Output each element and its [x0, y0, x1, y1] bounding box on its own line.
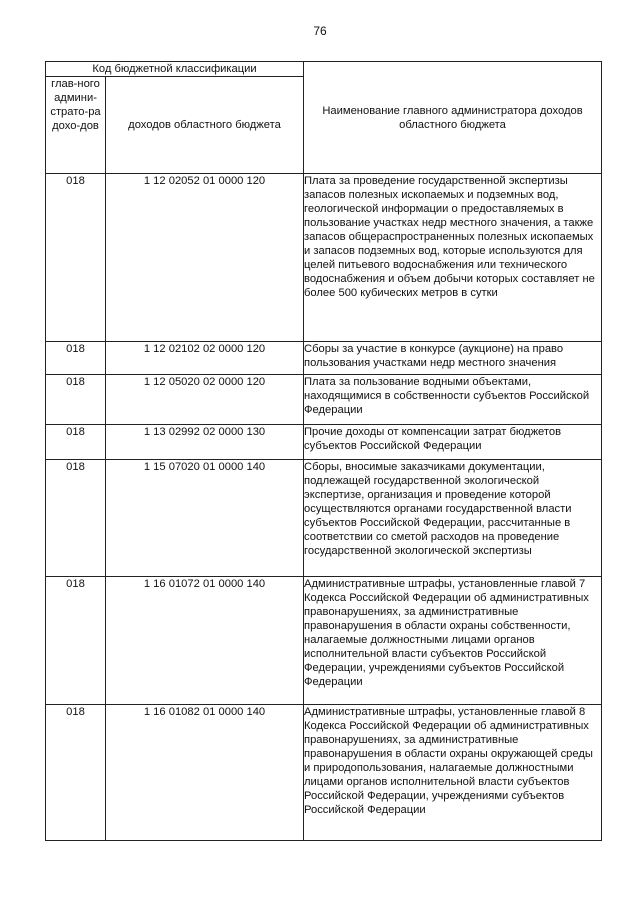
admin-code-cell: 018 [46, 460, 106, 577]
income-code-cell: 1 16 01072 01 0000 140 [106, 577, 304, 705]
income-code-cell: 1 12 02102 02 0000 120 [106, 342, 304, 375]
table-body [46, 174, 602, 841]
header-chief-administrator [46, 77, 106, 174]
budget-classification-table [45, 61, 602, 841]
admin-code-cell: 018 [46, 425, 106, 460]
table-row [46, 425, 602, 460]
table-row [46, 342, 602, 375]
income-code-cell: 1 12 05020 02 0000 120 [106, 375, 304, 425]
table-row [46, 705, 602, 841]
header-chief-administrator-label: глав-ного админи-страто-ра дохо-дов [50, 78, 101, 132]
income-code-cell: 1 13 02992 02 0000 130 [106, 425, 304, 460]
admin-code-cell: 018 [46, 174, 106, 342]
table-row [46, 375, 602, 425]
description-cell: Административные штрафы, установленные главой 7 Кодекса Российской Федерации об административных правонарушениях, за административные правонарушения в области охраны собственности, налагаемые должностными лицами органов исполнительной власти субъектов Российской Федерации, учреждениями субъектов Российской Федерации [304, 577, 602, 705]
description-cell: Административные штрафы, установленные главой 8 Кодекса Российской Федерации об административных правонарушениях, за административные правонарушения в области охраны окружающей среды и природопользования, налагаемые должностными лицами органов исполнительной власти субъектов Российской Федерации, учреждениями субъектов Российской Федерации [304, 705, 602, 841]
description-cell: Сборы за участие в конкурсе (аукционе) на право пользования участками недр местного значения [304, 342, 602, 375]
page-number: 76 [313, 24, 327, 38]
description-cell: Сборы, вносимые заказчиками документации, подлежащей государственной экологической экспертизе, организация и проведение которой осуществляются органами государственной власти субъектов Российской Федерации, рассчитанные в соответствии со сметой расходов на проведение государственной экологической экспертизы [304, 460, 602, 577]
table-row [46, 460, 602, 577]
description-cell: Прочие доходы от компенсации затрат бюджетов субъектов Российской Федерации [304, 425, 602, 460]
admin-code-cell: 018 [46, 375, 106, 425]
table-row [46, 174, 602, 342]
description-cell: Плата за проведение государственной экспертизы запасов полезных ископаемых и подземных вод, геологической информации о предоставляемых в пользование участках недр местного значения, а также запасов общераспространенных полезных ископаемых и запасов подземных вод, которые используются для целей питьевого водоснабжения или технического водоснабжения и объем добычи которых составляет не более 500 кубических метров в сутки [304, 174, 602, 342]
header-regional-budget-income: доходов областного бюджета [106, 77, 304, 174]
header-budget-classification-code: Код бюджетной классификации [46, 62, 304, 77]
table-row [46, 577, 602, 705]
table-header [46, 62, 602, 174]
admin-code-cell: 018 [46, 342, 106, 375]
description-cell: Плата за пользование водными объектами, находящимися в собственности субъектов Российской Федерации [304, 375, 602, 425]
income-code-cell: 1 15 07020 01 0000 140 [106, 460, 304, 577]
income-code-cell: 1 12 02052 01 0000 120 [106, 174, 304, 342]
admin-code-cell: 018 [46, 705, 106, 841]
income-code-cell: 1 16 01082 01 0000 140 [106, 705, 304, 841]
header-administrator-name: Наименование главного администратора доходов областного бюджета [304, 62, 602, 174]
admin-code-cell: 018 [46, 577, 106, 705]
